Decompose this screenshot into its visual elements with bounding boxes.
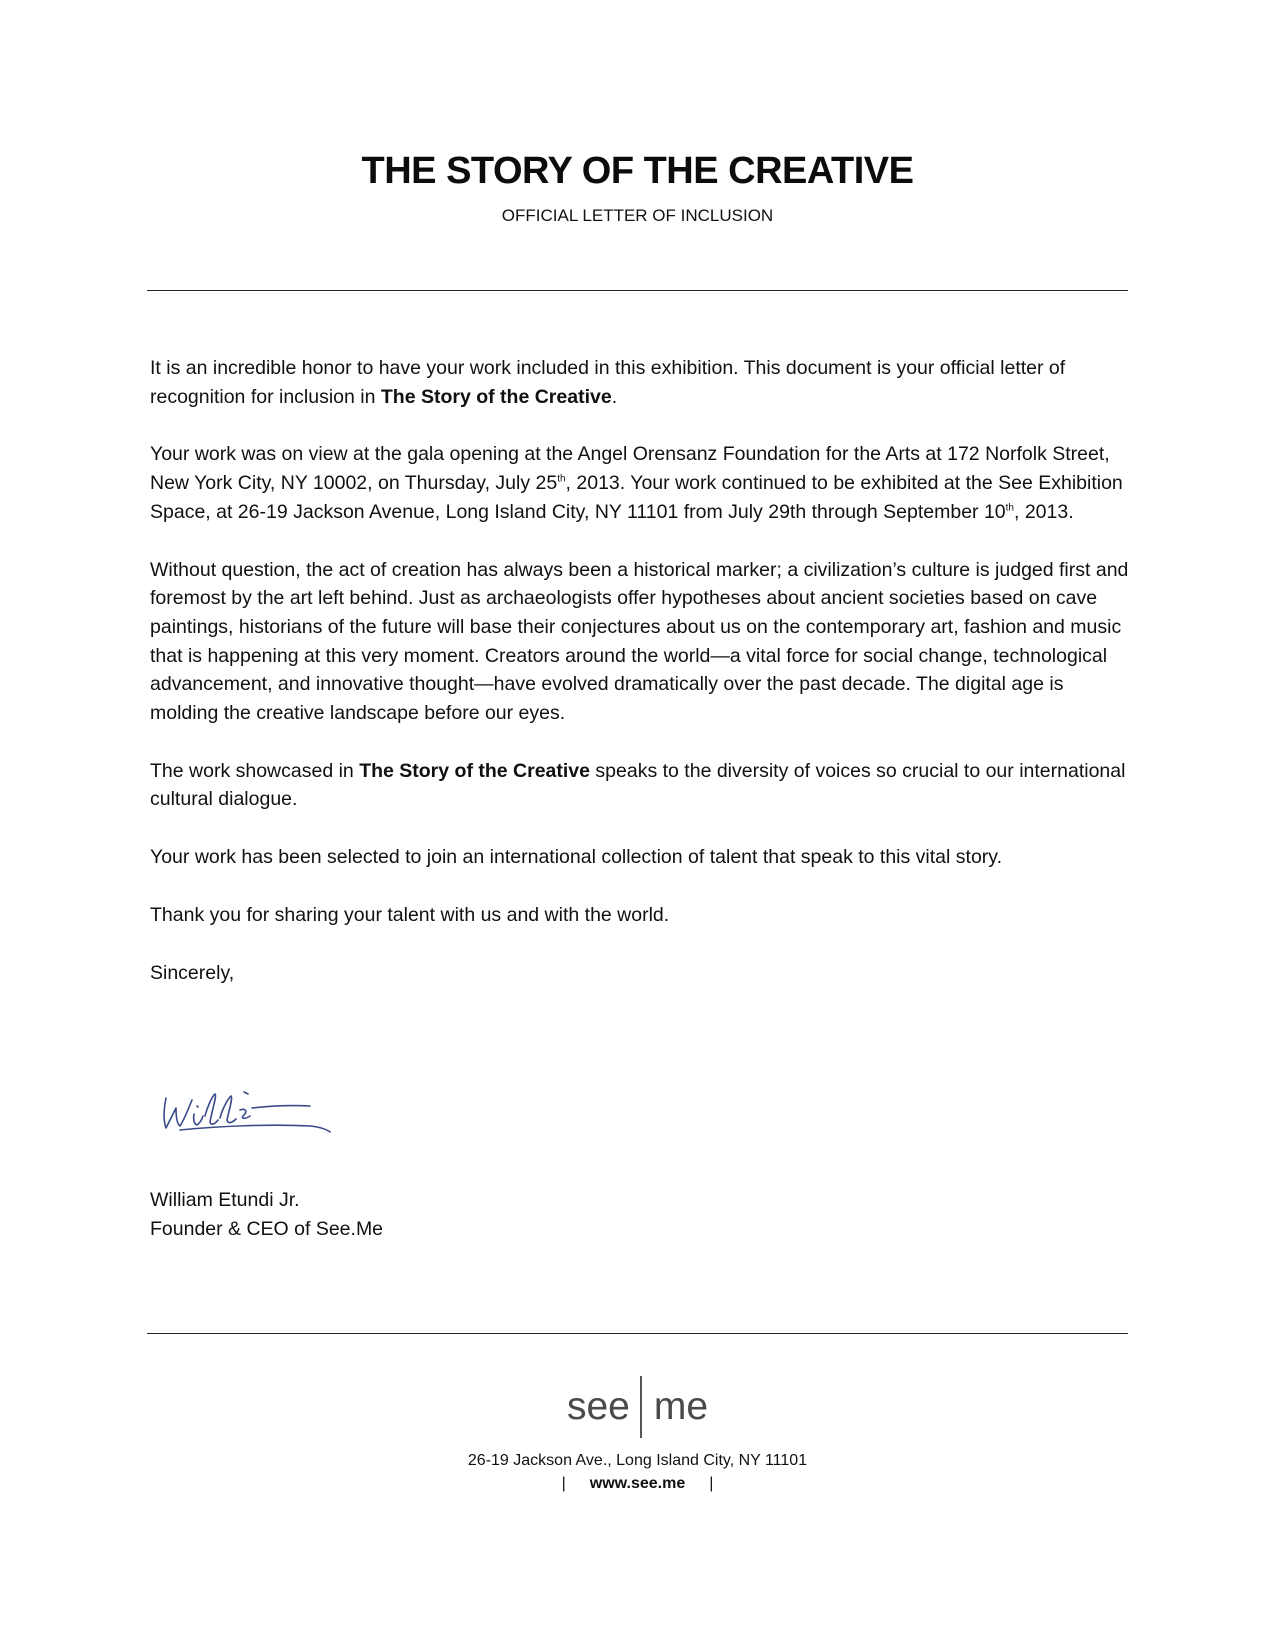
top-divider	[147, 290, 1128, 291]
logo-text-see: see	[566, 1385, 630, 1428]
closing: Sincerely,	[150, 961, 235, 984]
paragraph-3: Without question, the act of creation has always been a historical marker; a civilization’s culture is judged first and foremost by the art left behind. Just as archaeologists offer hypotheses about ancient societies based on cave paintings, historians of the future will base their conjectures about us on the contemporary art, fashion and music that is happening at this very moment. Creators around the world—a vital force for social change, technological advancement, and innovative thought—have evolved dramatically over the past decade. The digital age is molding the creative landscape before our eyes.	[150, 558, 1129, 725]
bottom-divider	[147, 1333, 1128, 1334]
paragraph-1: It is an incredible honor to have your work included in this exhibition. This document is your official letter of recognition for inclusion in The Story of the Creative.	[150, 357, 1066, 408]
logo-text-me: me	[653, 1385, 709, 1428]
paragraph-5: Your work has been selected to join an international collection of talent that speak to this vital story.	[150, 846, 1003, 869]
footer-address: 26-19 Jackson Ave., Long Island City, NY 11101	[467, 1452, 808, 1469]
signer-name: William Etundi Jr.	[150, 1189, 300, 1211]
exhibition-name: The Story of the Creative	[380, 385, 612, 408]
letter-body	[150, 354, 1130, 1016]
pipe-separator: |	[561, 1475, 566, 1492]
pipe-separator: |	[709, 1475, 714, 1492]
signature-image	[160, 1086, 335, 1142]
signer-block	[150, 1186, 383, 1243]
paragraph-4: The work showcased in The Story of the Creative speaks to the diversity of voices so crucial to our international cultural dialogue.	[150, 759, 1126, 811]
paragraph-2: Your work was on view at the gala opening at the Angel Orensanz Foundation for the Arts at 172 Norfolk Street, New York City, NY 10002, on Thursday, July 25th, 2013. Your work continued to be exhibited at the See Exhibition Space, at 26-19 Jackson Avenue, Long Island City, NY 11101 from July 29th through September 10th, 2013.	[150, 443, 1123, 523]
website-link[interactable]: www.see.me	[589, 1475, 686, 1492]
letter-title: THE STORY OF THE CREATIVE	[361, 150, 914, 192]
exhibition-name: The Story of the Creative	[359, 759, 590, 782]
signer-role: Founder & CEO of See.Me	[150, 1217, 384, 1240]
footer-website	[0, 1475, 1275, 1493]
letter-subtitle: OFFICIAL LETTER OF INCLUSION	[501, 206, 774, 225]
see-me-logo	[0, 1374, 1275, 1440]
paragraph-6: Thank you for sharing your talent with us and with the world.	[150, 903, 670, 926]
